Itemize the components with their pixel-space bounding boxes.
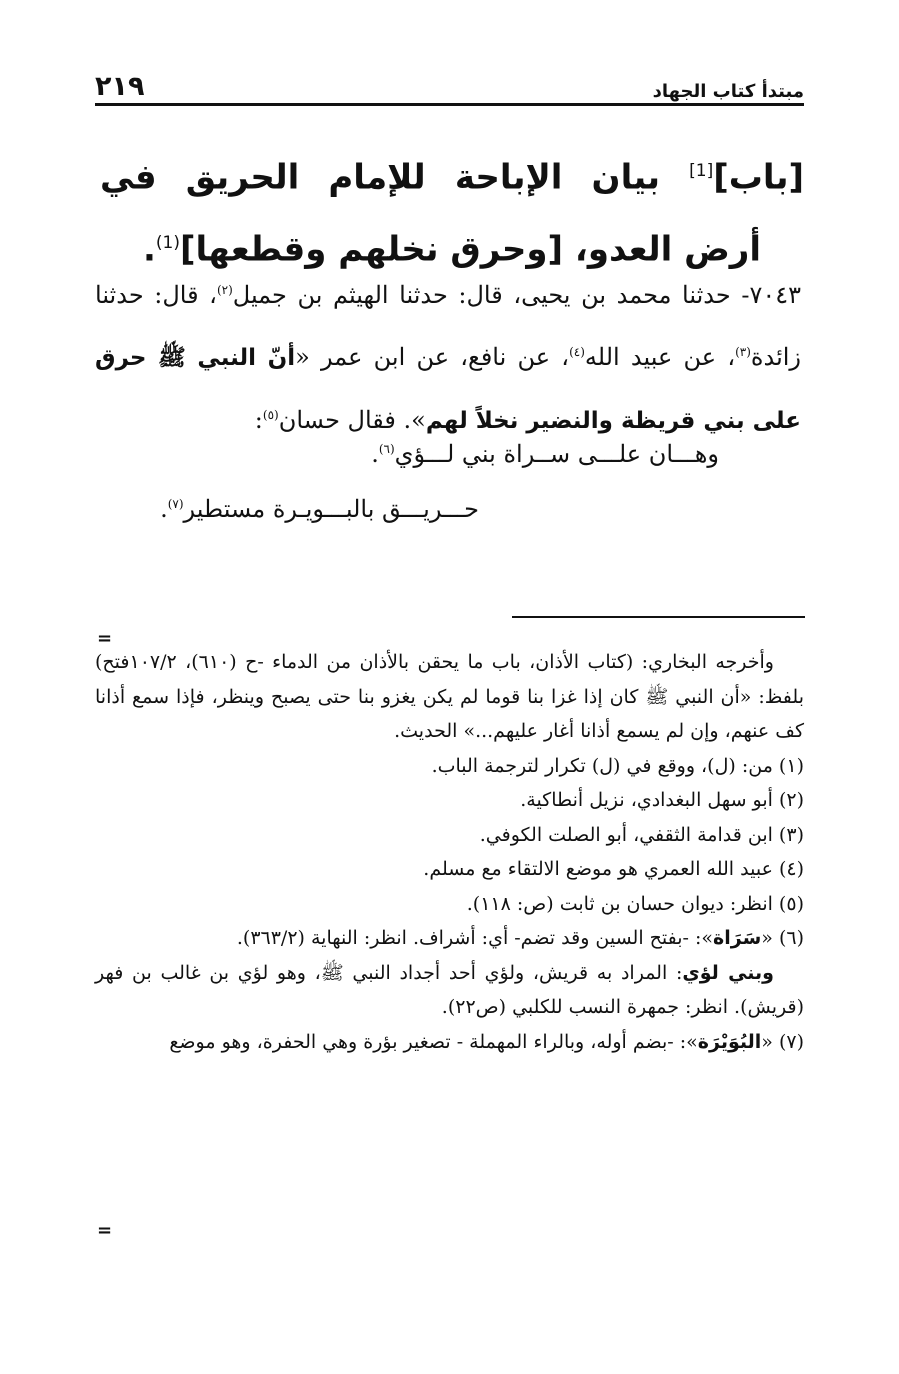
verse-line-2 [160, 495, 479, 523]
verse-1-end: . [371, 440, 379, 468]
hadith-part-2: ، قال: حدثنا زائدة [95, 281, 802, 371]
footnote-7-a: (٧) « [761, 1030, 804, 1053]
footnote-6 [95, 921, 804, 956]
chapter-title-text-c: . [142, 229, 156, 270]
footnote-ref-2: (٢) [216, 283, 233, 297]
footnote-6-continued [95, 956, 804, 1025]
hadith-part-3: ، عن عبيد الله [584, 343, 736, 371]
footnote-6-d: : المراد به قريش، ولؤي أحد أجداد النبي ﷺ، وهو لؤي بن غالب بن فهر (قريش). انظر: جمهرة النسب للكلبي (ص٢٢). [95, 961, 804, 1018]
verse-line-1 [371, 440, 719, 468]
hadith-part-6: : [254, 406, 263, 434]
chapter-title-sup-a: [1] [689, 161, 714, 181]
hadith-part-5: ». فقال حسان [278, 406, 426, 434]
chapter-title-text-b: بيان الإباحة للإمام الحريق في أرض العدو، [وحرق نخلهم وقطعها] [100, 157, 762, 270]
verse-2-end: . [160, 495, 168, 523]
continuation-mark-top: = [97, 628, 113, 649]
chapter-title-sup-b: (1) [155, 233, 180, 254]
hadith-text [95, 262, 801, 450]
hadith-part-1: ٧٠٤٣- حدثنا محمد بن يحيى، قال: حدثنا الهيثم بن جميل [232, 281, 801, 309]
footnotes [95, 645, 804, 1059]
footnote-6-term-2: وبني لؤي [682, 961, 774, 984]
footnote-separator [512, 616, 805, 618]
footnote-ref-7: (٧) [167, 497, 184, 511]
verse-1-text: وهـــان علـــى ســراة بني لـــؤي [394, 440, 719, 468]
footnote-5: (٥) انظر: ديوان حسان بن ثابت (ص: ١١٨). [466, 892, 804, 915]
footnote-6-c: »: -بفتح السين وقد تضم- أي: أشراف. انظر: النهاية (٣٦٣/٢). [236, 927, 714, 949]
footnote-ref-5: (٥) [262, 408, 279, 422]
footnote-ref-3: (٣) [735, 345, 751, 359]
footnote-7 [95, 1025, 804, 1060]
chapter-title [100, 138, 804, 283]
page-number: ٢١٩ [95, 71, 145, 102]
hadith-matn: أنّ النبي ﷺ حرق على بني قريظة والنضير نخلاً لهم [95, 345, 801, 434]
hadith-part-4: ، عن نافع، عن ابن عمر « [295, 343, 570, 371]
footnote-7-term: البُوَيْرَة [697, 1030, 762, 1053]
footnote-2: (٢) أبو سهل البغدادي، نزيل أنطاكية. [520, 789, 804, 811]
header-rule [95, 103, 804, 106]
continuation-mark-bottom: = [97, 1220, 113, 1241]
footnote-6-term: سَرَاة [713, 927, 762, 949]
footnote-6-a: (٦) « [761, 927, 804, 949]
footnote-1: (١) من: (ل)، ووقع في (ل) تكرار لترجمة الباب. [431, 754, 804, 777]
running-title: مبتدأ كتاب الجهاد [652, 81, 804, 102]
footnote-continuation: وأخرجه البخاري: (كتاب الأذان، باب ما يحقن بالأذان من الدماء -ح (٦١٠)، ١٠٧/٢فتح) بلفظ: «أن النبي ﷺ كان إذا غزا بنا قوما لم يكن يغزو بنا حتى يصبح وينظر، فإذا سمع أذانا كف عنهم، وإن لم يسمع أذانا أغار عليهم...» الحديث. [95, 651, 804, 742]
footnote-4: (٤) عبيد الله العمري هو موضع الالتقاء مع مسلم. [423, 858, 804, 880]
verse-2-text: حـــريـــق بالبـــويـرة مستطير [183, 495, 479, 523]
footnote-ref-4: (٤) [569, 345, 585, 359]
page-header [95, 68, 804, 102]
footnote-3: (٣) ابن قدامة الثقفي، أبو الصلت الكوفي. [479, 823, 804, 846]
footnote-ref-6: (٦) [378, 442, 395, 456]
chapter-title-text-a: [باب] [713, 157, 804, 198]
footnote-7-c: »: -بضم أوله، وبالراء المهملة - تصغير بؤرة وهي الحفرة، وهو موضع [169, 1030, 698, 1053]
